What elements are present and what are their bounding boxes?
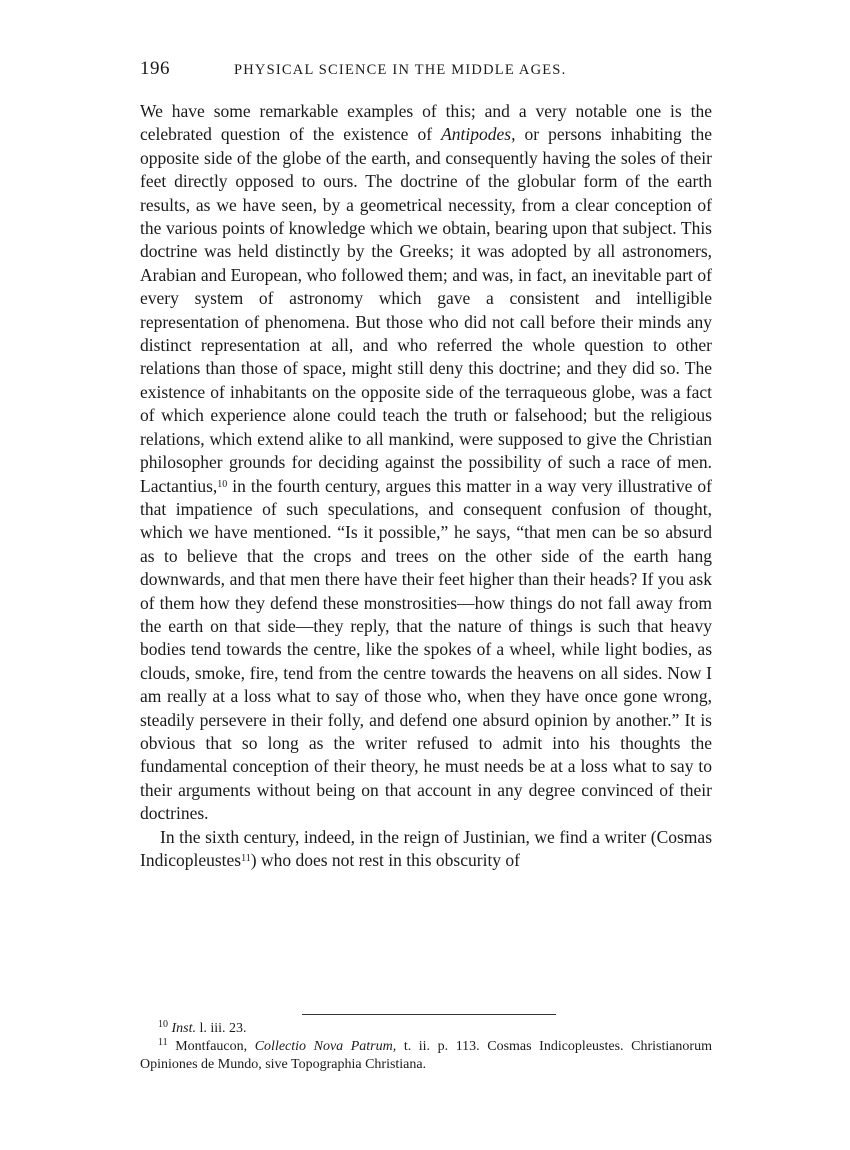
footnotes (140, 1020, 712, 1074)
paragraph-2-text-b: ) who does not rest in this obscurity of (250, 850, 521, 870)
body-text (140, 100, 712, 872)
footnote-10-mark: 10 (158, 1019, 168, 1030)
antipodes-term: Antipodes, (441, 124, 516, 145)
paragraph-1-text-b: or persons inhabiting the opposite side of the globe of the earth, and consequently having the soles of their feet directly opposed to ours. The doctrine of the globular form of the earth results, as we have seen, by a geometrical necessity, from a clear conception of the various points of knowledge which we obtain, bearing upon that subject. This doctrine was held distinctly by the Greeks; it was adopted by all astronomers, Arabian and European, who followed them; and was, in fact, an inevitable part of every system of astronomy which gave a consistent and intelligible representation of phenomena. But those who did not call before their minds any distinct representation at all, and who referred the whole question to other relations than those of space, might still deny this doctrine; and they did so. The existence of inhabitants on the opposite side of the terraqueous globe, was a fact of which experience alone could teach the truth or falsehood; but the religious relations, which extend alike to all mankind, were supposed to give the Christian philosopher grounds for deciding against the possibility of such a race of men. Lactantius, (140, 124, 712, 496)
page-number: 196 (140, 58, 170, 79)
footnote-10-italic: Inst. (171, 1021, 196, 1036)
footnote-ref-11: 11 (241, 853, 251, 864)
footnote-10-text: l. iii. 23. (196, 1021, 247, 1036)
paragraph-2 (140, 826, 712, 873)
footnote-10 (140, 1020, 712, 1038)
footnote-11 (140, 1038, 712, 1074)
footnote-ref-10: 10 (217, 478, 228, 490)
running-head: PHYSICAL SCIENCE IN THE MIDDLE AGES. (234, 62, 567, 78)
page-header (140, 60, 712, 84)
paragraph-1 (140, 100, 712, 826)
paragraph-1-text-a: We have some remarkable examples of this; and a very notable one is the celebrated question of the existence of (140, 101, 712, 145)
footnote-11-mark: 11 (158, 1037, 168, 1048)
paragraph-1-text-c: in the fourth century, argues this matter in a way very illustrative of that impatience of such speculations, and consequent confusion of thought, which we have mentioned. “Is it possible,” he says, “that men can be so absurd as to believe that the crops and trees on the other side of the earth hang downwards, and that men there have their feet higher than their heads? If you ask of them how they defend these monstrosities—how things do not fall away from the earth on that side—they reply, that the nature of things is such that heavy bodies tend towards the centre, like the spokes of a wheel, while light bodies, as clouds, smoke, fire, tend from the centre towards the heavens on all sides. Now I am really at a loss what to say of those who, when they have once gone wrong, steadily persevere in their folly, and defend one absurd opinion by another.” It is obvious that so long as the writer refused to admit into his thoughts the fundamental conception of their theory, he must needs be at a loss what to say to their arguments without being on that account in any degree convinced of their doctrines. (140, 475, 712, 824)
footnote-11-text-a: Montfaucon, (167, 1039, 255, 1054)
footnote-divider (302, 1014, 556, 1015)
footnote-11-italic: Collectio Nova Patrum, (254, 1039, 397, 1054)
footnote-11-text-b: t. ii. p. 113. Cosmas Indicopleustes. Christianorum Opiniones de Mundo, sive Topographia Christiana. (140, 1039, 712, 1072)
paragraph-2-text-a: In the sixth century, indeed, in the reign of Justinian, we find a writer (Cosmas Indicopleustes (140, 826, 712, 870)
